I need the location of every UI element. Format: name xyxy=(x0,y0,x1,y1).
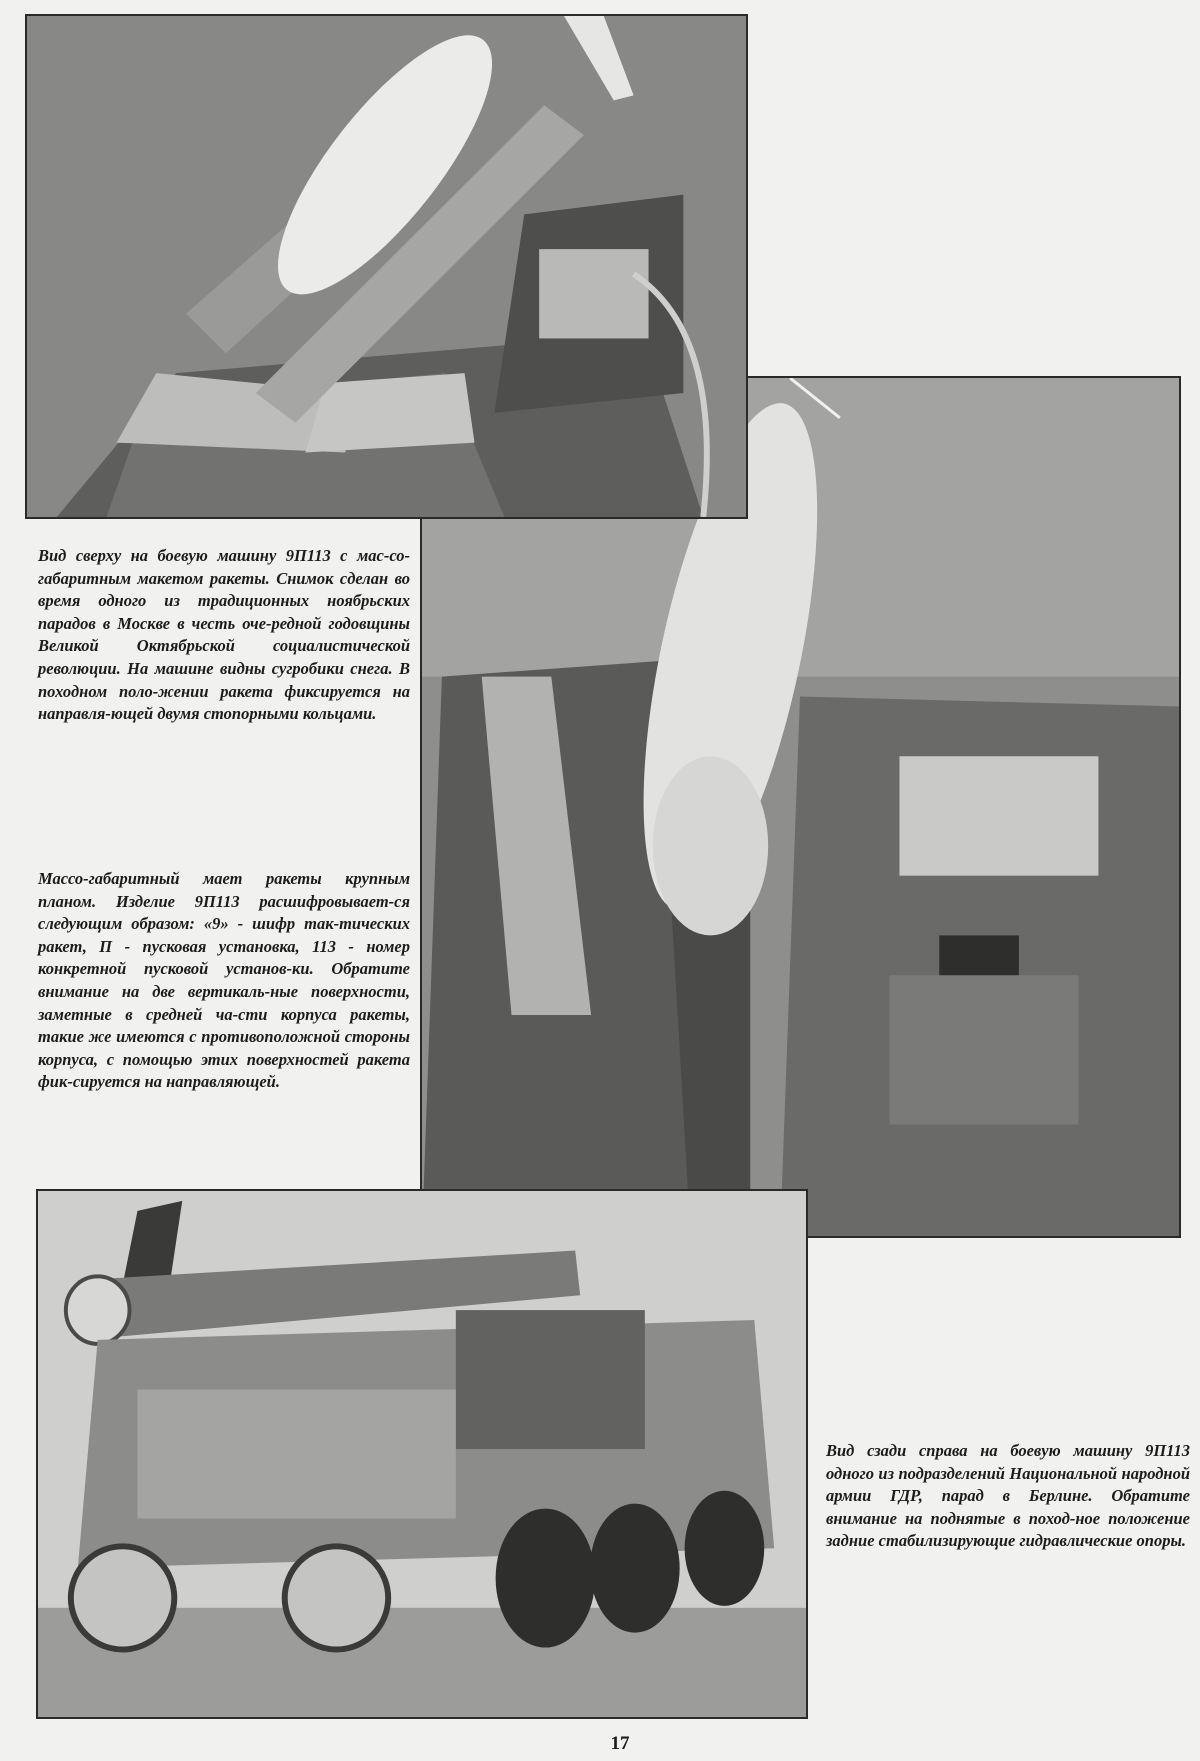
caption-missile-closeup: Массо-габаритный мает ракеты крупным планом. Изделие 9П113 расшифровывает-ся следующим образом: «9» - шифр так-тических ракет, П - пусковая установка, 113 - номер конкретной пусковой установ-ки. Обратите внимание на две вертикаль-ные поверхности, заметные в средней ча-сти корпуса ракеты, такие же имеются с противоположной стороны корпуса, с помощью этих поверхностей ракета фик-сируется на направляющей. xyxy=(38,869,410,1092)
launcher-overhead-image xyxy=(27,16,746,517)
caption-rear-view: Вид сзади справа на боевую машину 9П113 одного из подразделений Национальной народной армии ГДР, парад в Берлине. Обратите внимание на поднятые в поход-ное положение задние стабилизирующие гидравлические опоры. xyxy=(826,1441,1190,1551)
caption-overhead-view: Вид сверху на боевую машину 9П113 с мас-со-габаритным макетом ракеты. Снимок сделан во время одного из традиционных ноябрьских парадов в Москве в честь оче-редной годовщины Великой Октябрьской социалистической революции. На машине видны сугробики снега. В походном поло-жении ракета фиксируется на направля-ющей двумя стопорными кольцами. xyxy=(38,546,410,724)
launcher-rear-image xyxy=(38,1191,806,1717)
page-number: 17 xyxy=(610,1733,630,1754)
photo-launcher-overhead xyxy=(25,14,748,519)
photo-launcher-rear xyxy=(36,1189,808,1719)
